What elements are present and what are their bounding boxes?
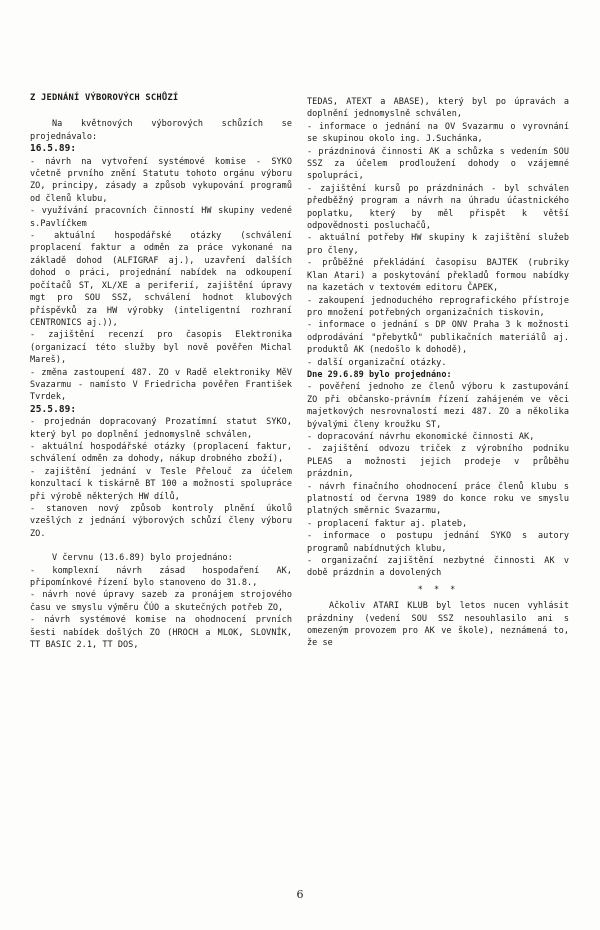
paragraph: - projednán dopracovaný Prozatímní statut SYKO, který byl po doplnění jednomyslně schválen, [30,417,292,440]
section-separator: * * * [417,584,459,595]
paragraph: - další organizační otázky. [307,357,447,368]
paragraph: Ačkoliv ATARI KLUB byl letos nucen vyhlásit prázdniny (vedení SOU SSZ nesouhlasilo ani s omezeným provozem pro AK ve škole), neznámená to, že se [307,601,569,649]
paragraph: - aktuální potřeby HW skupiny k zajištění služeb pro členy, [307,233,569,256]
paragraph: - informace o jednání s DP ONV Praha 3 k možnosti odprodávání "přebytků" publikačních materiálů aj. produktů AK (nedošlo k dohodě), [307,320,569,356]
date-heading: Dne 29.6.89 bylo projednáno: [307,369,452,380]
paragraph: - aktuální hospodářské otázky (proplacení faktur, schválení odměn za dohody, nákup drobného zboží), [30,441,292,465]
paragraph: - zajištění jednání v Tesle Přelouč za účelem konzultací k tiskárně BT 100 a možnosti spolupráce při výrobě některých HW dílů, [30,466,292,502]
section-heading: Z JEDNÁNÍ VÝBOROVÝCH SCHŮZÍ [30,93,179,103]
paragraph: - organizační zajištění nezbytné činnosti AK v době prázdnin a dovolených [307,556,569,579]
paragraph: - pověření jednoho ze členů výboru k zastupování ZO při občansko-právním řízení zahájeném ve věci majetkových nesrovnalostí mezi 487. ZO a několika bývalými členy kroužku ST, [307,382,569,430]
date-heading: 16.5.89: [30,143,77,155]
paragraph: - komplexní návrh zásad hospodaření AK, připomínkové řízení bylo stanoveno do 31.8., [30,565,292,589]
paragraph: - využívání pracovních činností HW skupiny vedené s.Pavlíčkem [30,206,292,229]
paragraph: Na květnových výborových schůzích se projednávalo: [30,119,292,142]
paragraph: - změna zastoupení 487. ZO v Radě elektroniky MěV Svazarmu - namísto V Friedricha pověřen František Tvrdek, [30,367,292,403]
paragraph: - průběžné překládání časopisu BAJTEK (rubriky Klan Atari) a poskytování překladů formou nabídky na kazetách v textovém editoru ČAPEK, [307,258,569,294]
paragraph: V červnu (13.6.89) bylo projednáno: [52,553,233,564]
paragraph: TEDAS, ATEXT a ABASE), který byl po úpravách a doplnění jednomyslně schválen, [307,97,569,120]
paragraph: - návrh finačního ohodnocení práce členů klubu s platností od června 1989 do konce roku ve smyslu platných směrnic Svazarmu, [307,481,569,517]
left-column [30,92,292,651]
paragraph: - návrh na vytvoření systémové komise - SYKO včetně prvního znění Statutu tohoto orgánu výboru ZO, principy, zásady a způsob vykupování programů od členů klubu, [30,156,292,204]
paragraph: - dopracování návrhu ekonomické činnosti AK, [307,431,535,442]
paragraph: - stanoven nový způsob kontroly plnění úkolů vzešlých z jednání výborových schůzí členy výboru ZO. [30,504,292,539]
paragraph: - zajištění odvozu triček z výrobního podniku PLEAS a možnosti jejich prodeje v průběhu prázdnin, [307,444,569,480]
paragraph: - zakoupení jednoduchého reprografického přístroje pro množení potřebných organizačních tiskovin, [307,295,569,318]
paragraph: - proplacení faktur aj. plateb, [307,518,468,529]
paragraph: - informace o postupu jednání SYKO s autory programů nabídnutých klubu, [307,531,569,554]
page-number: 6 [296,888,304,901]
paragraph: - návrh nové úpravy sazeb za pronájem strojového času ve smyslu výměru ČÚO a skutečných potřeb ZO, [30,590,292,613]
paragraph: - informace o jednání na OV Svazarmu o vyrovnání se skupinou okolo ing. J.Suchánka, [307,121,569,145]
paragraph: - aktuální hospodářské otázky (schválení proplacení faktur a odměn za práce vykonané na základě dohod (ALFIGRAF aj.), uzavření dalších dohod o práci, projednání nabídek na odkoupení počítačů ST, XL/XE a periferií, zajištění úpravy mgt pro SOU SSZ, schválení hodnot klubových příspěvků za HW výrobky (inteligentní rozhraní CENTRONICS aj.)), [30,231,292,328]
date-heading: 25.5.89: [30,403,77,415]
paragraph: - návrh systémové komise na ohodnocení prvních šesti nabídek došlých ZO (HROCH a MLOK, SLOVNÍK, TT BASIC 2.1, TT DOS, [30,615,292,651]
right-column [307,96,569,650]
paragraph: - zajištění kursů po prázdninách - byl schválen předběžný program a návrh na úhradu účastnického poplatku, který by měl přispět k větší odpovědnosti posluchačů, [307,183,569,232]
paragraph: - prázdninová činnosti AK a schůzka s vedením SOU SSZ za účelem prodloužení dohody o vzájemné spolupráci, [307,146,569,182]
paragraph: - zajištění recenzí pro časopis Elektronika (organizací této služby byl nově pověřen Michal Mareš), [30,330,292,366]
